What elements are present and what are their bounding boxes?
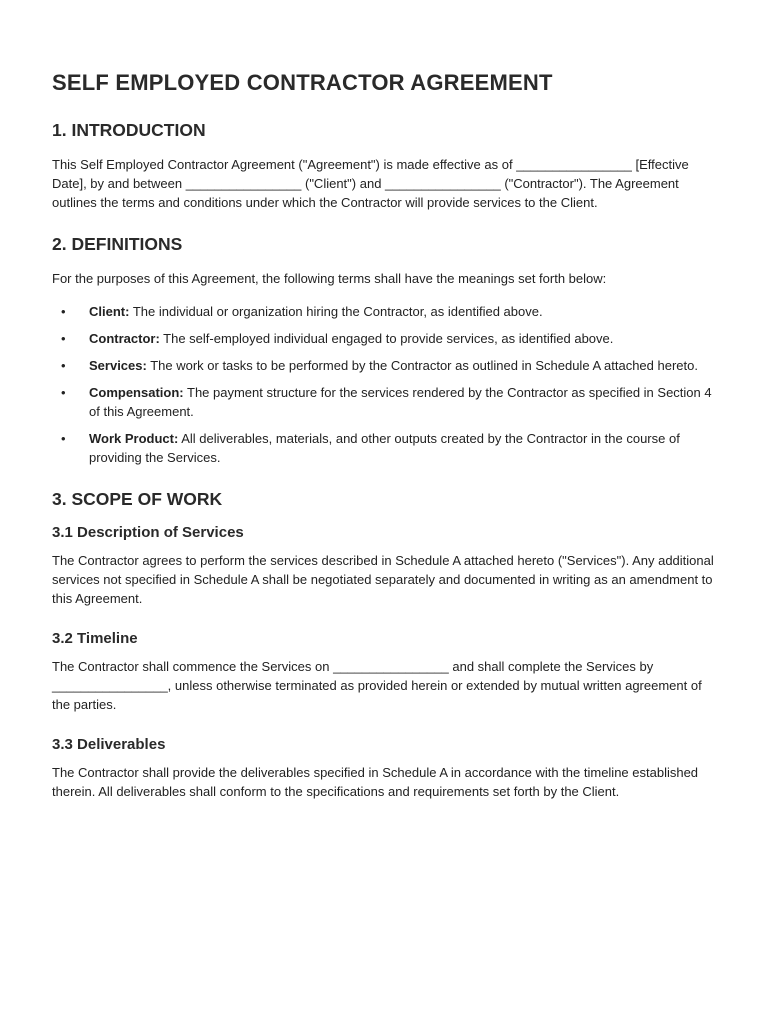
definition-item [52, 329, 718, 348]
subsection-heading-description: 3.1 Description of Services [52, 524, 244, 541]
definition-item [52, 429, 718, 467]
definition-text: The work or tasks to be performed by the Contractor as outlined in Schedule A attached hereto. [146, 358, 698, 373]
section-heading-introduction: 1. INTRODUCTION [52, 120, 206, 140]
section-definitions [52, 234, 718, 467]
definition-term: Compensation: [89, 385, 184, 400]
section-heading-scope: 3. SCOPE OF WORK [52, 489, 223, 509]
definition-text: All deliverables, materials, and other outputs created by the Contractor in the course of providing the Services. [89, 431, 680, 465]
document-title: SELF EMPLOYED CONTRACTOR AGREEMENT [52, 70, 553, 95]
description-paragraph: The Contractor agrees to perform the services described in Schedule A attached hereto ("Services"). Any additional services not specified in Schedule A shall be negotiated separately and documented in writing as an amendment to this Agreement. [52, 553, 714, 606]
definition-term: Services: [89, 358, 147, 373]
section-scope-of-work [52, 489, 718, 801]
bullet-icon: • [61, 304, 66, 319]
bullet-icon: • [61, 431, 66, 446]
bullet-icon: • [61, 358, 66, 373]
subsection-heading-deliverables: 3.3 Deliverables [52, 736, 166, 753]
section-heading-definitions: 2. DEFINITIONS [52, 234, 183, 254]
definitions-lead: For the purposes of this Agreement, the following terms shall have the meanings set forth below: [52, 271, 607, 286]
definition-item [52, 356, 718, 375]
section-introduction [52, 120, 718, 212]
bullet-icon: • [61, 385, 66, 400]
definition-text: The self-employed individual engaged to provide services, as identified above. [159, 331, 614, 346]
definitions-list [52, 302, 718, 467]
definition-term: Client: [89, 304, 130, 319]
definition-item [52, 383, 718, 421]
definition-item [52, 302, 718, 321]
definition-text: The payment structure for the services rendered by the Contractor as specified in Section 4 of this Agreement. [89, 385, 712, 419]
bullet-icon: • [61, 331, 66, 346]
deliverables-paragraph: The Contractor shall provide the deliverables specified in Schedule A in accordance with the timeline established therein. All deliverables shall conform to the specifications and requirements set forth by the Client. [52, 765, 699, 799]
timeline-paragraph: The Contractor shall commence the Services on ________________ and shall complete the Services by ________________, unless otherwise terminated as provided herein or extended by mutual written agreement of the parties. [52, 659, 702, 712]
introduction-paragraph: This Self Employed Contractor Agreement ("Agreement") is made effective as of ________________ [Effective Date], by and between ________________ ("Client") and ________________ ("Contractor"). The Agreement outlines the terms and conditions under which the Contractor will provide services to the Client. [52, 157, 689, 210]
definition-term: Contractor: [89, 331, 160, 346]
definition-term: Work Product: [89, 431, 179, 446]
definition-text: The individual or organization hiring the Contractor, as identified above. [129, 304, 543, 319]
subsection-heading-timeline: 3.2 Timeline [52, 630, 138, 647]
